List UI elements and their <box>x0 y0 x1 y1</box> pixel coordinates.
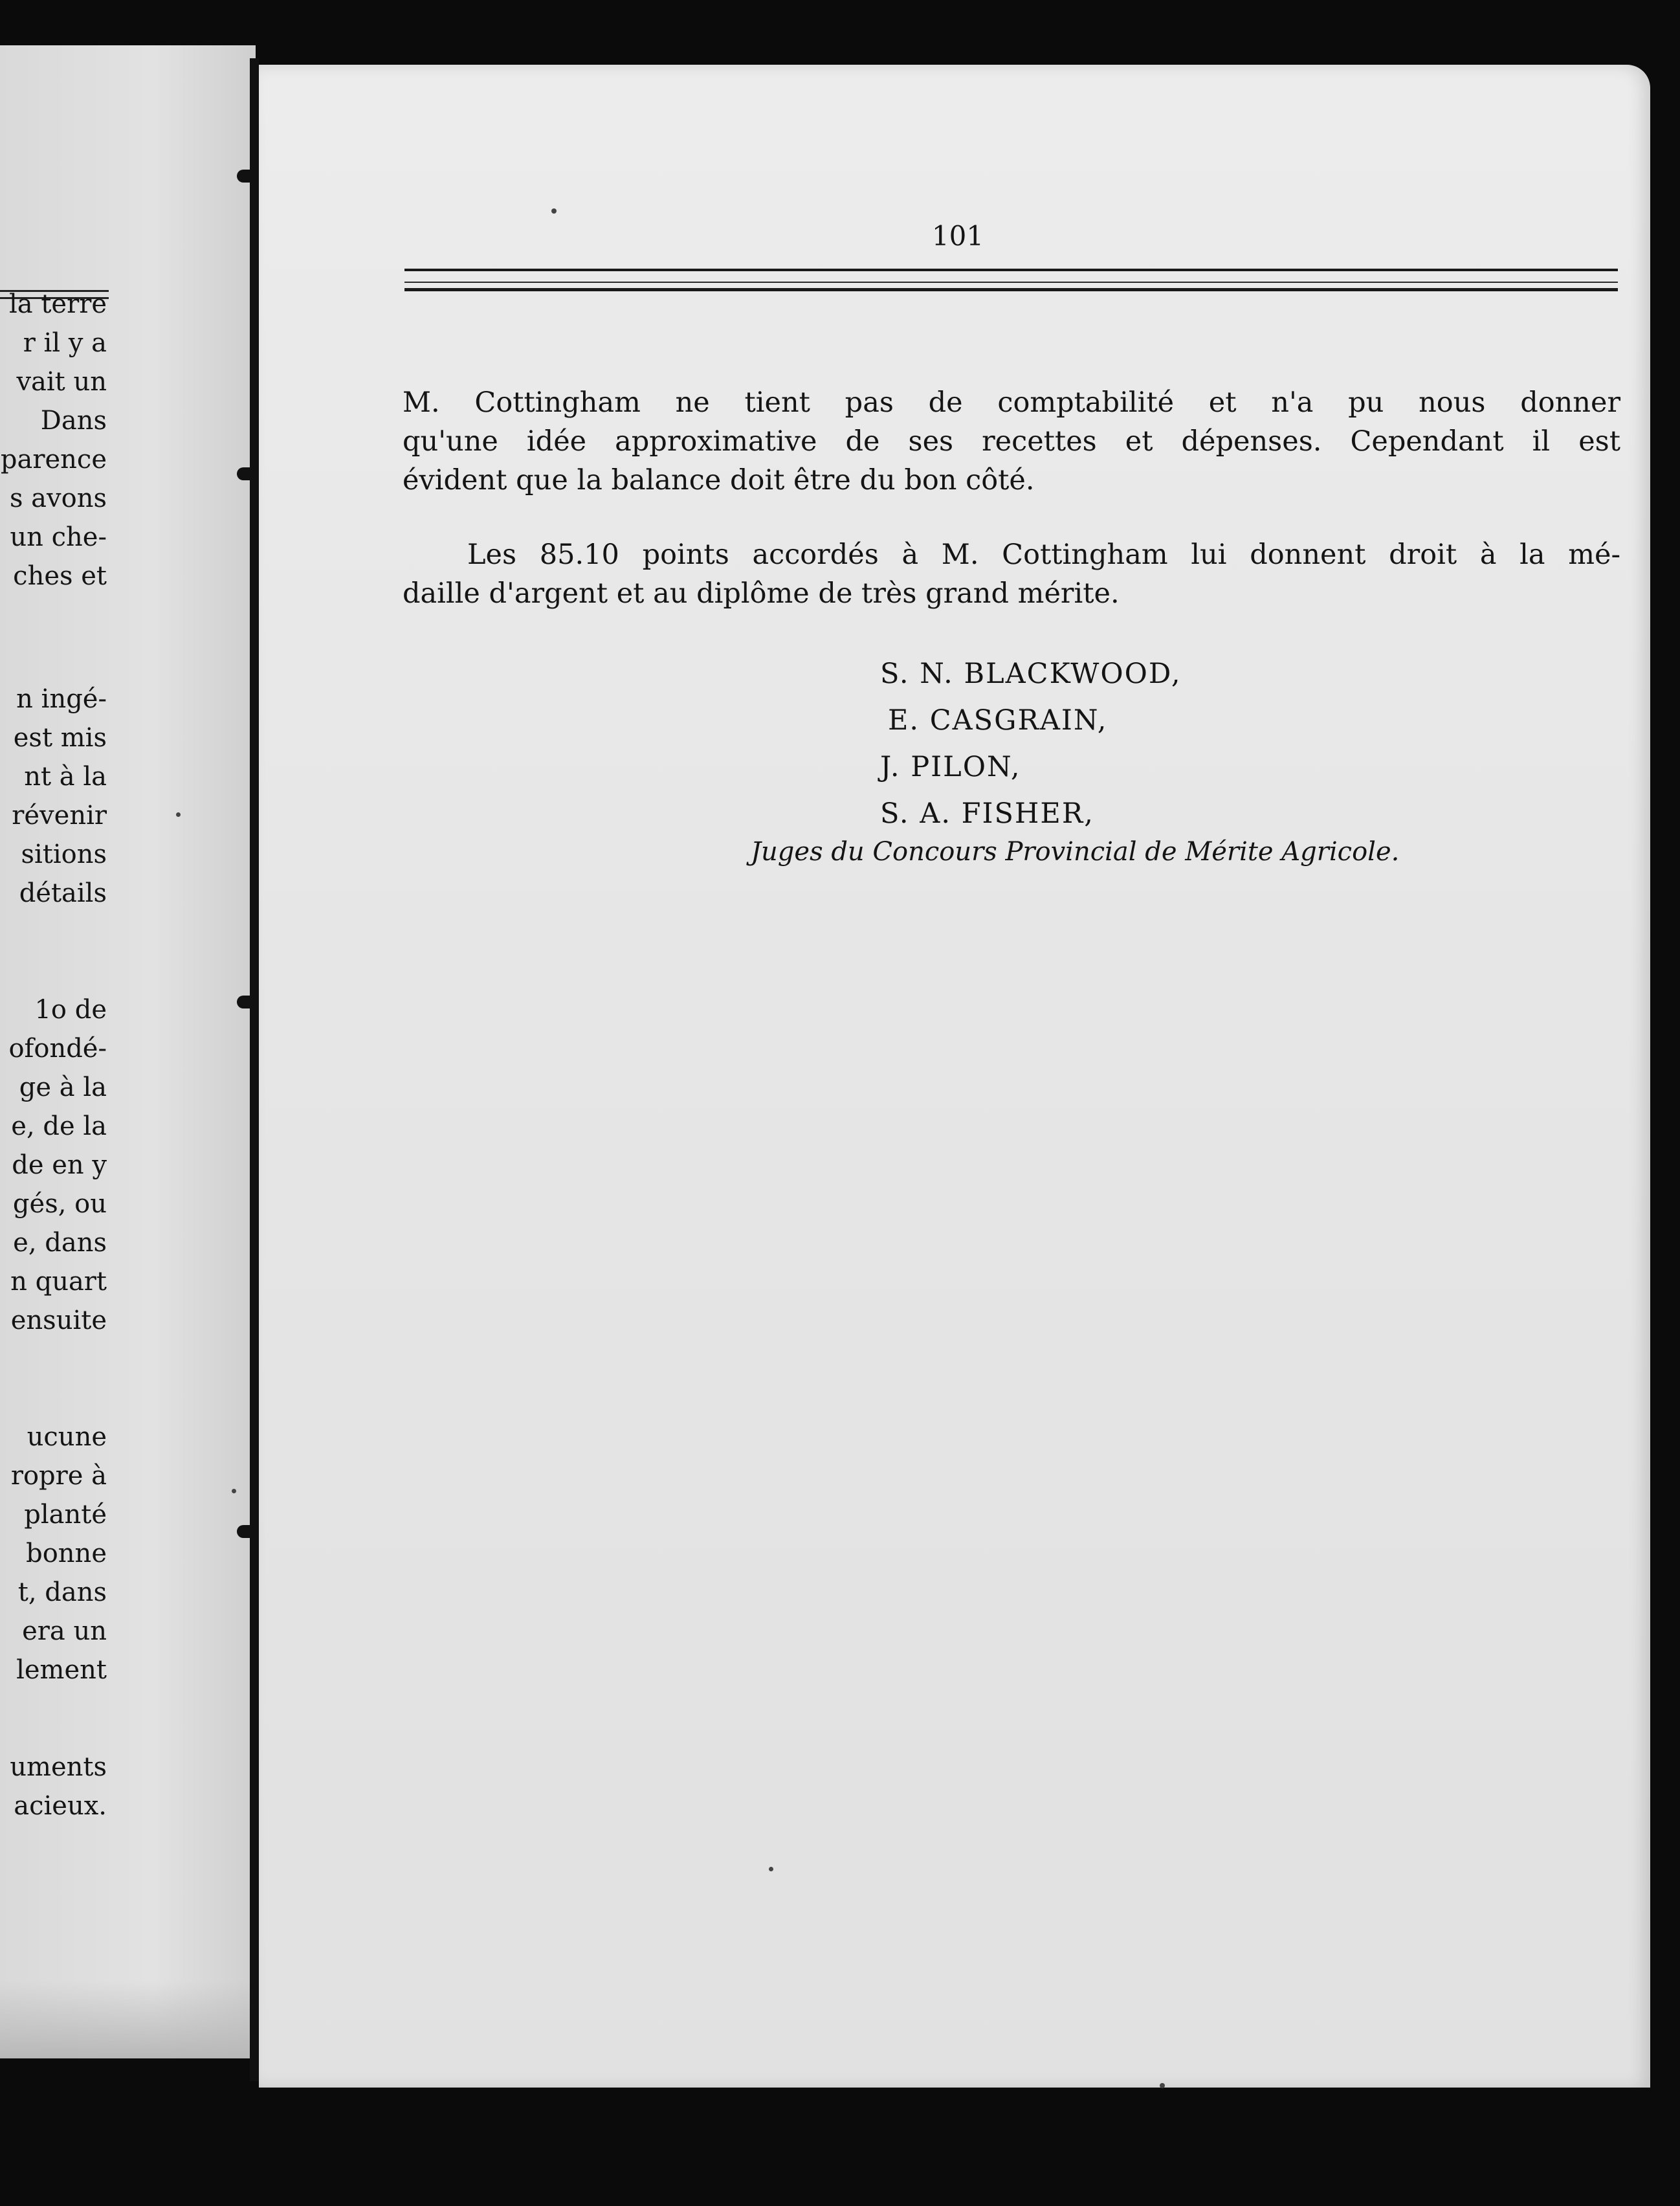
previous-page <box>0 45 256 2058</box>
paragraph-line: évident que la balance doit être du bon côté. <box>403 464 1035 496</box>
paragraph-line: Les 85.10 points accordés à M. Cottingham lui donnent droit à la mé- <box>467 539 1620 571</box>
previous-page-line: est mis <box>13 723 107 753</box>
previous-page-line: Dans <box>40 406 107 436</box>
previous-page-line: n ingé- <box>16 684 107 714</box>
header-rule <box>404 269 1618 271</box>
previous-page-line: bonne <box>26 1539 107 1568</box>
current-page <box>259 65 1650 2088</box>
scan-speck <box>1160 2083 1165 2088</box>
previous-page-line: ge à la <box>19 1073 107 1102</box>
paragraph-award <box>403 535 1620 613</box>
previous-page-line: planté <box>24 1500 107 1530</box>
paragraph-accounting <box>403 383 1620 500</box>
paragraph-line: M. Cottingham ne tient pas de comptabilité et n'a pu nous donner <box>403 386 1620 419</box>
page-number: 101 <box>931 220 984 252</box>
previous-page-line: détails <box>19 878 107 908</box>
previous-page-line: s avons <box>9 484 107 513</box>
previous-page-line: ches et <box>13 561 107 591</box>
paragraph-line: daille d'argent et au diplôme de très grand mérite. <box>403 577 1120 610</box>
judge-name: E. CASGRAIN, <box>888 704 1108 737</box>
previous-page-line: sitions <box>21 840 107 869</box>
previous-page-line: e, de la <box>11 1111 107 1141</box>
previous-page-line: t, dans <box>17 1577 107 1607</box>
previous-page-line: ensuite <box>10 1306 107 1335</box>
scan-speck <box>769 1867 773 1871</box>
previous-page-line: révenir <box>12 801 107 830</box>
judge-name: S. A. FISHER, <box>880 797 1094 830</box>
scan-speck <box>551 208 557 214</box>
previous-page-line: 1o de <box>34 995 107 1025</box>
header-rule <box>404 288 1618 291</box>
previous-page-line: era un <box>22 1616 107 1646</box>
scan-speck <box>176 812 181 817</box>
previous-page-line: ofondé- <box>8 1034 107 1064</box>
header-rule <box>404 282 1618 283</box>
previous-page-line: e, dans <box>13 1228 107 1258</box>
previous-page-line: lement <box>16 1655 107 1685</box>
judges-signatures <box>880 651 1182 837</box>
previous-page-line: parence <box>0 445 107 474</box>
previous-page-line: acieux. <box>14 1791 107 1821</box>
judge-name: J. PILON, <box>880 751 1021 783</box>
previous-page-line: la terre <box>8 289 107 319</box>
previous-page-line: vait un <box>16 367 107 397</box>
judge-name: S. N. BLACKWOOD, <box>880 658 1182 690</box>
previous-page-line: de en y <box>12 1150 107 1180</box>
previous-page-line: nt à la <box>24 762 107 792</box>
paragraph-line: qu'une idée approximative de ses recettes et dépenses. Cependant il est <box>403 425 1620 458</box>
previous-page-line: ucune <box>27 1422 107 1452</box>
page-edge-shadow <box>0 1981 256 2058</box>
previous-page-line: n quart <box>10 1267 107 1297</box>
previous-page-line: ropre à <box>10 1461 107 1491</box>
scan-speck <box>232 1489 236 1493</box>
book-spine <box>250 58 259 2081</box>
previous-page-line: un che- <box>10 522 107 552</box>
previous-page-line: r il y a <box>23 328 107 358</box>
judges-caption: Juges du Concours Provincial de Mérite Agricole. <box>751 837 1400 867</box>
previous-page-line: uments <box>10 1752 107 1782</box>
previous-page-line: gés, ou <box>12 1189 107 1219</box>
